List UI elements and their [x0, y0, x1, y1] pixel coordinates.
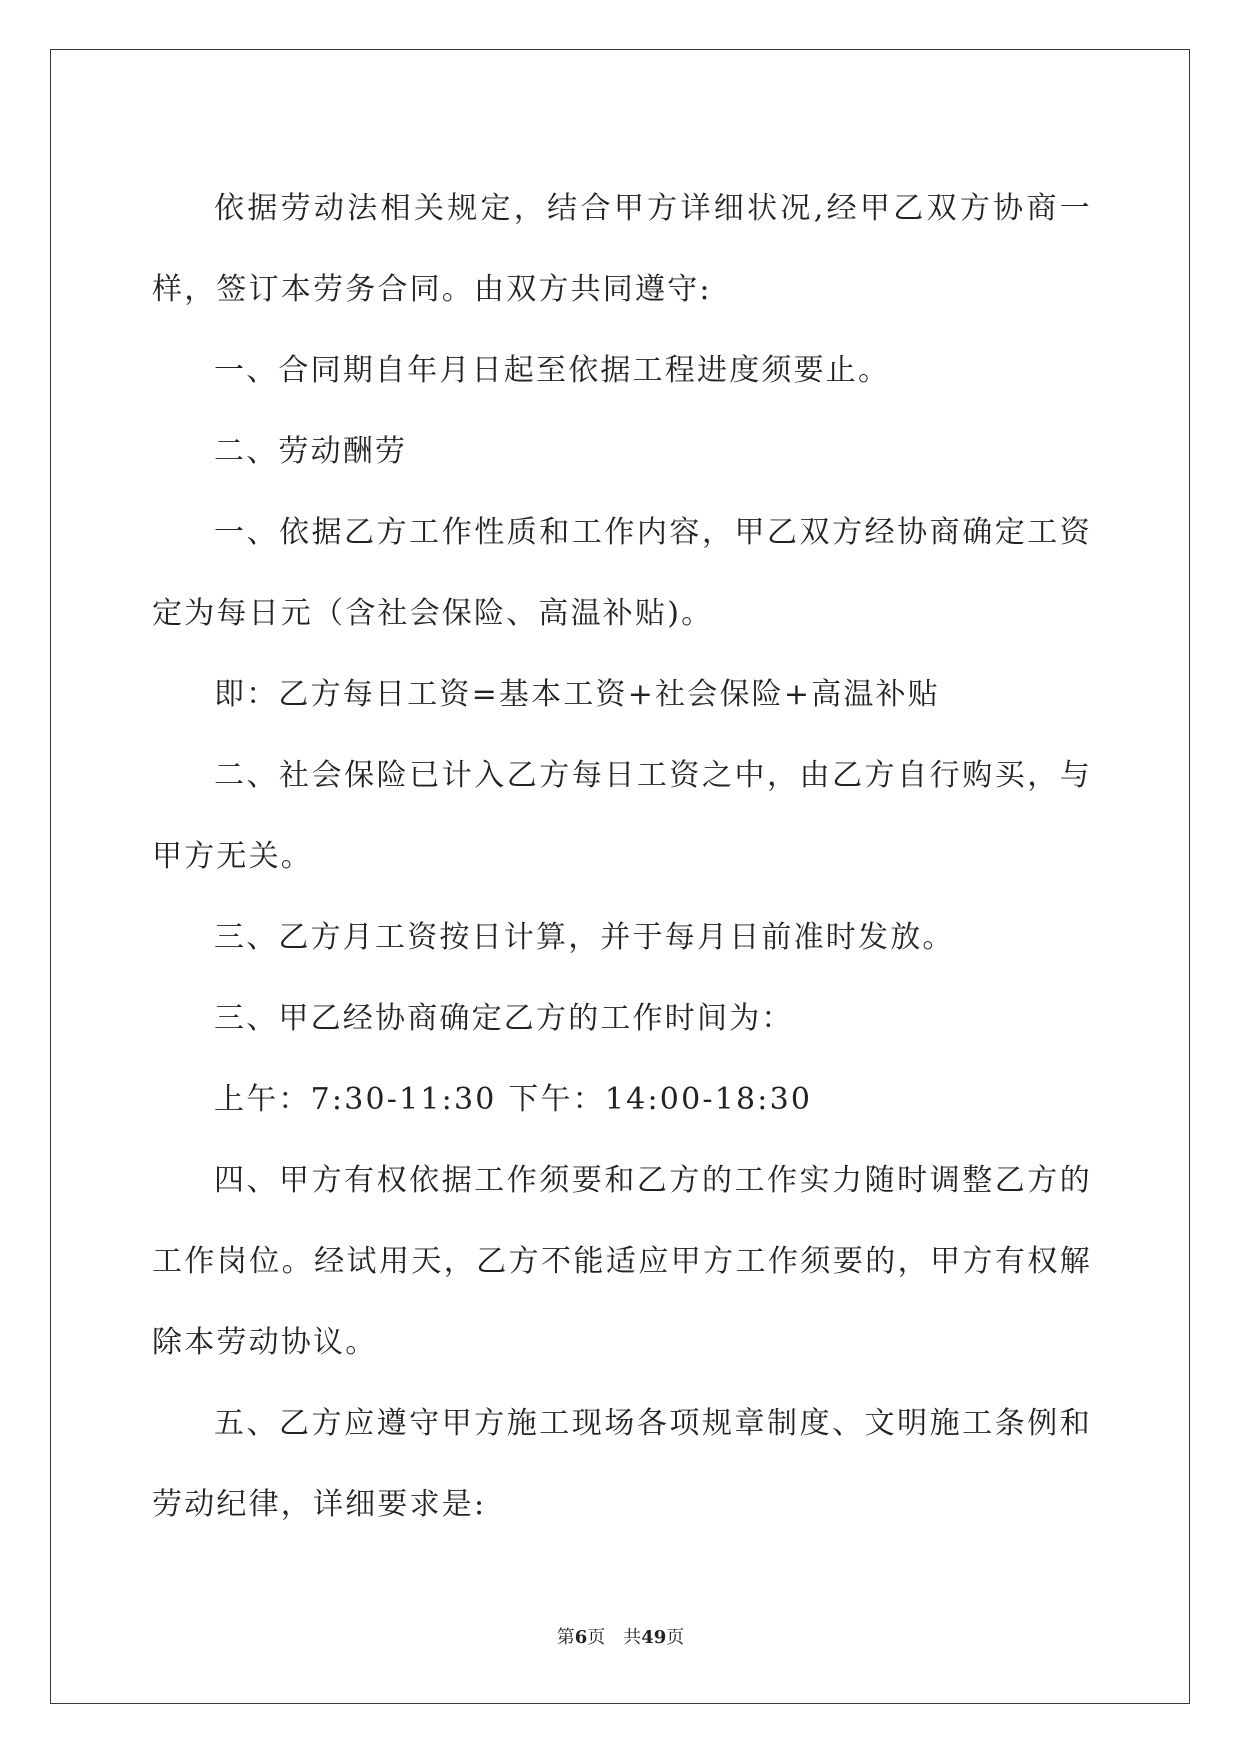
page-prefix: 第	[556, 1627, 575, 1648]
paragraph-intro: 依据劳动法相关规定，结合甲方详细状况,经甲乙双方协商一样，签订本劳务合同。由双方共同遵守:	[152, 191, 1092, 307]
paragraph-wage-formula: 即：乙方每日工资=基本工资+社会保险+高温补贴	[214, 677, 941, 712]
section-heading-remuneration: 二、劳动酬劳	[214, 434, 408, 469]
paragraph-job-adjustment: 四、甲方有权依据工作须要和乙方的工作实力随时调整乙方的工作岗位。经试用天，乙方不能适应甲方工作须要的，甲方有权解除本劳动协议。	[152, 1163, 1092, 1360]
total-pages: 49	[641, 1627, 667, 1648]
paragraph-site-rules: 五、乙方应遵守甲方施工现场各项规章制度、文明施工条例和劳动纪律，详细要求是:	[152, 1406, 1092, 1522]
paragraph-working-hours: 上午：7:30-11:30 下午：14:00-18:30	[214, 1082, 813, 1117]
paragraph-monthly-payment: 三、乙方月工资按日计算，并于每月日前准时发放。	[214, 920, 955, 955]
paragraph-contract-term: 一、合同期自年月日起至依据工程进度须要止。	[214, 353, 891, 388]
page-suffix: 页	[587, 1627, 606, 1648]
total-suffix: 页	[666, 1627, 685, 1648]
page-footer	[0, 1623, 1241, 1649]
page-number: 6	[574, 1627, 588, 1648]
paragraph-daily-wage: 一、依据乙方工作性质和工作内容，甲乙双方经协商确定工资定为每日元（含社会保险、高温补贴)。	[152, 515, 1092, 631]
document-body	[152, 168, 1092, 1545]
paragraph-working-hours-heading: 三、甲乙经协商确定乙方的工作时间为：	[214, 1001, 794, 1036]
total-prefix: 共	[623, 1627, 642, 1648]
paragraph-social-insurance: 二、社会保险已计入乙方每日工资之中，由乙方自行购买，与甲方无关。	[152, 758, 1092, 874]
